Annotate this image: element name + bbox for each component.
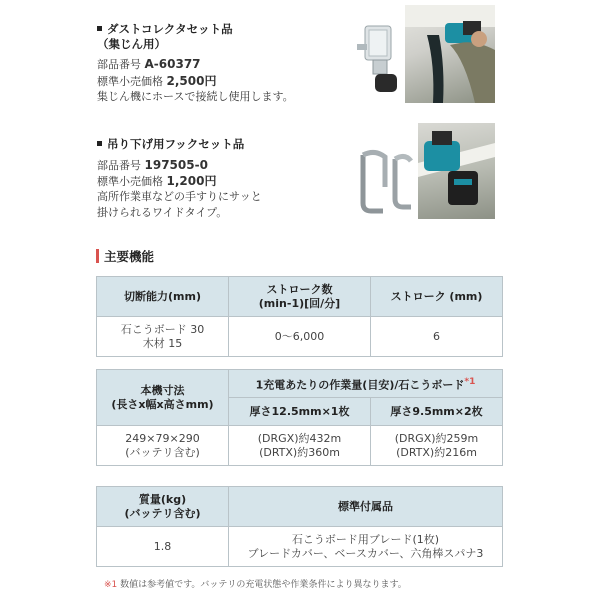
cell-work-12-5 bbox=[229, 426, 371, 466]
header-dimensions-line2: (長さx幅x高さmm) bbox=[111, 397, 214, 411]
heading-accent-bar bbox=[96, 249, 99, 263]
section-heading bbox=[96, 247, 154, 265]
dimensions-note: (バッテリ含む) bbox=[125, 445, 200, 459]
dust-collector-photo bbox=[405, 5, 495, 103]
accessory-1-price bbox=[97, 73, 216, 90]
part-number: A-60377 bbox=[144, 57, 201, 71]
accessory-2-price bbox=[97, 173, 216, 190]
work-12-5-drtx: (DRTX)約360m bbox=[259, 445, 340, 459]
bullet-square-icon bbox=[97, 141, 102, 146]
footnote-mark: ※1 bbox=[104, 580, 118, 590]
accessory-2-title bbox=[97, 137, 244, 152]
accessory-1-title-line1: ダストコレクタセット品 bbox=[107, 22, 233, 36]
spec-table-mass bbox=[96, 486, 503, 567]
work-9-5-drtx: (DRTX)約216m bbox=[396, 445, 477, 459]
cutting-capacity-board: 石こうボード 30 bbox=[120, 322, 205, 336]
work-12-5-drgx: (DRGX)約432m bbox=[257, 431, 342, 445]
price-label: 標準小売価格 bbox=[97, 175, 163, 188]
header-mass bbox=[97, 487, 229, 527]
dust-collector-icon bbox=[355, 20, 405, 98]
header-standard-accessories: 標準付属品 bbox=[229, 487, 503, 527]
accessory-1-part bbox=[97, 56, 201, 73]
accessory-2-description-line2: 掛けられるワイドタイプ。 bbox=[97, 206, 228, 219]
work-9-5-drgx: (DRGX)約259m bbox=[394, 431, 479, 445]
accessory-2-part bbox=[97, 157, 208, 174]
header-dimensions-line1: 本機寸法 bbox=[140, 383, 185, 397]
hook-usage-photo bbox=[418, 123, 495, 219]
header-mass-line2: (バッテリ含む) bbox=[124, 506, 201, 520]
header-thickness-12-5: 厚さ12.5mm×1枚 bbox=[229, 398, 371, 426]
header-cutting-capacity: 切断能力(mm) bbox=[97, 277, 229, 317]
accessory-1-title bbox=[97, 22, 233, 52]
cell-standard-accessories bbox=[229, 527, 503, 567]
footnote bbox=[104, 577, 407, 590]
header-work-amount bbox=[229, 370, 503, 398]
price-value: 2,500円 bbox=[166, 74, 217, 88]
cell-mass: 1.8 bbox=[97, 527, 229, 567]
header-dimensions bbox=[97, 370, 229, 426]
header-stroke-length: ストローク (mm) bbox=[371, 277, 503, 317]
hook-icon bbox=[355, 147, 415, 217]
header-stroke-rate bbox=[229, 277, 371, 317]
accessory-2-title-line1: 吊り下げ用フックセット品 bbox=[107, 137, 245, 151]
cell-stroke-rate: 0～6,000 bbox=[229, 317, 371, 357]
section-heading-text: 主要機能 bbox=[104, 249, 155, 264]
header-stroke-rate-line1: ストローク数 bbox=[266, 282, 333, 296]
header-thickness-9-5: 厚さ9.5mm×2枚 bbox=[371, 398, 503, 426]
bullet-square-icon bbox=[97, 26, 102, 31]
header-work-amount-text: 1充電あたりの作業量(目安)/石こうボード bbox=[255, 378, 465, 392]
cell-dimensions bbox=[97, 426, 229, 466]
cutting-capacity-wood: 木材 15 bbox=[142, 336, 183, 350]
part-label: 部品番号 bbox=[97, 58, 141, 71]
footnote-marker: *1 bbox=[464, 376, 476, 387]
spec-table-dimensions bbox=[96, 369, 503, 466]
cell-work-9-5 bbox=[371, 426, 503, 466]
accessory-2-description-line1: 高所作業車などの手すりにサッと bbox=[97, 190, 262, 203]
part-label: 部品番号 bbox=[97, 159, 141, 172]
part-number: 197505-0 bbox=[144, 158, 208, 172]
price-label: 標準小売価格 bbox=[97, 75, 163, 88]
accessory-1-description: 集じん機にホースで接続し使用します。 bbox=[97, 90, 294, 103]
cell-cutting-capacity bbox=[97, 317, 229, 357]
header-stroke-rate-line2: (min-1)[回/分] bbox=[258, 296, 341, 310]
accessory-1-title-line2: （集じん用） bbox=[97, 37, 166, 51]
cell-stroke-length: 6 bbox=[371, 317, 503, 357]
header-mass-line1: 質量(kg) bbox=[138, 492, 187, 506]
price-value: 1,200円 bbox=[166, 174, 217, 188]
footnote-text: 数値は参考値です。バッテリの充電状態や作業条件により異なります。 bbox=[120, 580, 407, 590]
accessory-blade: 石こうボード用ブレード(1枚) bbox=[291, 532, 440, 546]
accessory-covers: ブレードカバー、ベースカバー、六角棒スパナ3 bbox=[247, 546, 484, 560]
spec-table-cutting bbox=[96, 276, 503, 357]
dimensions-value: 249×79×290 bbox=[125, 431, 200, 445]
